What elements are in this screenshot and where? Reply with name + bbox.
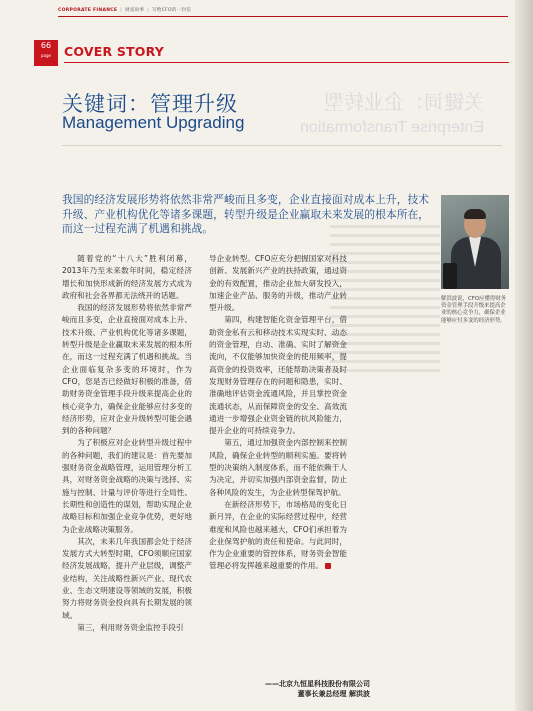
- issue-label: 写给CFO的一封信: [152, 8, 192, 13]
- paragraph: 我国的经济发展形势将依然非常严峻而且多变，企业直接面对成本上升、技术升级、产业机构优化等诸多课题，转型升级是企业赢取未来发展的根本所在，而这一过程充满了机遇和挑战。当企业面临复杂多变的环境时，作为CFO，您是否已经做好积极的准备，借助财务资金管理手段升级来提高企业的核心竞争力，确保企业能够应付多变的经济形势，应对企业升级转型可能会遇到的各种问题？: [62, 303, 192, 436]
- page-number-badge: [34, 40, 58, 66]
- page-label: page: [41, 53, 51, 58]
- signature-company: ——北京九恒星科技股份有限公司: [265, 680, 370, 688]
- show-through-title-cn: 关键词：企业转型: [324, 90, 485, 114]
- title-rule: [62, 145, 502, 146]
- paragraph: 其次，未来几年我国都会处于经济发展方式大转型时期，CFO须顺应国家经济发展战略，提升产业层级，调整产业结构，关注战略性新兴产业、现代农业、生态文明建设等领域的发展，积极努力将财务资金投向具有长期发展的领域。: [62, 536, 192, 620]
- header-rule: [58, 16, 508, 17]
- article-title-en: Management Upgrading: [62, 113, 245, 132]
- page-number: 66: [40, 41, 52, 50]
- article-title-cn: 关键词：管理升级: [62, 92, 238, 116]
- portrait-hair: [464, 209, 486, 219]
- section-label: 财富故事: [125, 8, 145, 13]
- paragraph: 为了积极应对企业转型升级过程中的各种问题，我们的建议是：首先要加强财务资金战略管理，运用管理分析工具，对财务资金战略的决策与选择、实施与控制、计量与评价等进行全局性、长期性和创造性的谋划，帮助实现企业战略目标和加强企业竞争优势，更好地为企业战略决策服务。: [62, 438, 192, 534]
- microphone-icon: [443, 263, 457, 289]
- show-through-title: [300, 86, 484, 137]
- page-binding-shadow: [515, 0, 533, 711]
- portrait-photo: [441, 195, 509, 289]
- end-mark-icon: [325, 563, 331, 569]
- paragraph: 导企业转型。CFO应充分把握国家对科技创新、发展新兴产业的扶持政策，通过资金的有效配置，推动企业加大研发投入，加速企业产品、服务的升级，推动产业转型升级。: [209, 254, 347, 313]
- body-column-left: [62, 253, 192, 634]
- paragraph: 第四，构建智能化资金管理平台，借助资金私有云和移动技术实现实时、动态的资金管理，自动、准确、实时了解资金流向，不仅能够加快资金的使用频率，提高资金的投资效率，还能帮助决策者及时发现财务管理存在的问题和隐患，实时、准确地评估资金流通风险，并且掌控资金流通状态，从而保障资金的安全、高效流通进一步增强企业资金链的抗风险能力，提升企业的可持续竞争力。: [209, 315, 347, 436]
- author-signature: [250, 680, 370, 699]
- running-header: CORPORATE FINANCE | 财富故事 | 写给CFO的一封信: [58, 8, 192, 13]
- paragraph: [209, 499, 347, 573]
- section-rule: [64, 62, 509, 63]
- section-title: COVER STORY: [64, 44, 165, 59]
- signature-title: 董事长兼总经理 解洪波: [297, 689, 370, 698]
- brand-label: CORPORATE FINANCE: [58, 8, 118, 13]
- paragraph: 第三，利用财务资金监控手段引: [77, 622, 184, 632]
- paragraph: 随着党的“十八大”胜利闭幕，2013年乃至未来数年时间，稳定经济增长和加快形成新的经济发展方式成为政府和社会各界都无法绕开的话题。: [62, 254, 192, 300]
- paragraph-text: 在新经济形势下，市场格局的变化日新月异，在企业的实际经营过程中，经营难度和风险也越来越大，CFO们承担着为企业保驾护航的责任和使命。与此同时，作为企业重要的管控体系，财务资金智能管理必将发挥越来越重要的作用。: [209, 499, 347, 571]
- paragraph: 第五，通过加强资金内部控制来控制风险，确保企业转型的顺利实施。要将转型的决策纳入制度体系，而不能依赖于人为决定，并切实加强内部资金监督，防止各种风险的发生，为企业转型保驾护航。: [209, 438, 347, 497]
- lead-paragraph: 我国的经济发展形势将依然非常严峻而且多变，企业直接面对成本上升，技术升级、产业机构优化等诸多课题，转型升级是企业赢取未来发展的根本所在，而这一过程充满了机遇和挑战。: [62, 193, 430, 235]
- photo-caption: 解洪波说，CFO应懂得财务资金管理手段升级来提高企业的核心竞争力，确保企业能够应付多变的经济形势。: [441, 296, 507, 324]
- body-column-right: [209, 253, 347, 573]
- show-through-title-en: Enterprise Transformation: [300, 119, 485, 136]
